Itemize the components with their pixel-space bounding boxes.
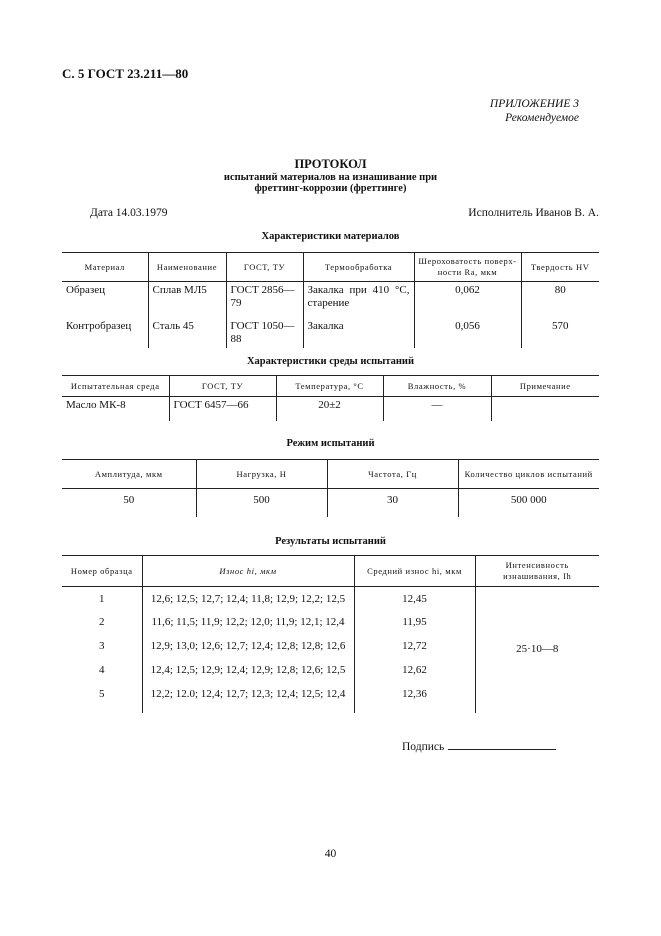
materials-cell: Контробразец bbox=[66, 319, 132, 332]
mode-header-row bbox=[62, 460, 599, 489]
results-header-wear: Износ hi, мкм bbox=[142, 556, 354, 587]
page-number: 40 bbox=[324, 848, 337, 860]
materials-cell: 0,056 bbox=[414, 316, 521, 348]
results-header-row bbox=[62, 556, 599, 587]
mode-header-frequency: Частота, Гц bbox=[327, 460, 458, 489]
mode-table bbox=[62, 459, 599, 517]
results-header-avg-wear: Средний износ hi, мкм bbox=[354, 556, 475, 587]
mode-header-load: Нагрузка, Н bbox=[196, 460, 327, 489]
protocol-subtitle-2: фреттинг-коррозии (фреттинге) bbox=[254, 183, 407, 194]
medium-cell: — bbox=[383, 397, 491, 421]
appendix-note: Рекомендуемое bbox=[505, 112, 579, 124]
materials-cell: 570 bbox=[521, 316, 599, 348]
materials-table bbox=[62, 252, 599, 348]
results-cell: 12,62 bbox=[354, 659, 475, 683]
materials-header-gost: ГОСТ, ТУ bbox=[226, 253, 303, 282]
materials-cell: ГОСТ 2856—79 bbox=[226, 282, 303, 316]
materials-cell: 80 bbox=[521, 282, 599, 316]
results-cell: 2 bbox=[99, 615, 105, 628]
protocol-executor: Исполнитель Иванов В. А. bbox=[468, 207, 599, 219]
results-cell: 12,72 bbox=[354, 635, 475, 659]
results-cell: 11,6; 11,5; 11,9; 12,2; 12,0; 11,9; 12,1; 12,4 bbox=[142, 611, 354, 635]
results-cell: 4 bbox=[99, 663, 105, 676]
materials-cell: Закалка bbox=[303, 316, 414, 348]
medium-title: Характеристики среды испытаний bbox=[246, 356, 415, 367]
mode-header-cycles: Количество циклов испытаний bbox=[458, 460, 599, 489]
medium-cell: 20±2 bbox=[276, 397, 383, 421]
results-cell: 12,4; 12,5; 12,9; 12,4; 12,9; 12,8; 12,6; 12,5 bbox=[142, 659, 354, 683]
appendix-title: ПРИЛОЖЕНИЕ 3 bbox=[489, 98, 579, 110]
materials-cell: Закалка при 410 °С, старение bbox=[303, 282, 414, 316]
table-row bbox=[62, 489, 599, 517]
table-row bbox=[62, 316, 599, 348]
medium-header-humidity: Влажность, % bbox=[383, 376, 491, 397]
materials-cell: 0,062 bbox=[414, 282, 521, 316]
table-row bbox=[62, 397, 599, 421]
protocol-title-block bbox=[0, 157, 661, 194]
results-cell: 12,9; 13,0; 12,6; 12,7; 12,4; 12,8; 12,8; 12,6 bbox=[142, 635, 354, 659]
table-row bbox=[62, 587, 599, 611]
medium-table bbox=[62, 375, 599, 421]
medium-cell: Масло МК-8 bbox=[66, 399, 126, 411]
results-cell: 5 bbox=[99, 687, 105, 700]
results-header-number: Номер образца bbox=[62, 556, 142, 587]
results-title: Результаты испытаний bbox=[275, 536, 386, 547]
results-table bbox=[62, 555, 599, 713]
materials-header-name: Наименование bbox=[148, 253, 226, 282]
materials-cell: ГОСТ 1050—88 bbox=[226, 316, 303, 348]
mode-title: Режим испытаний bbox=[286, 438, 375, 449]
protocol-date: Дата 14.03.1979 bbox=[90, 207, 168, 219]
mode-header-amplitude: Амплитуда, мкм bbox=[62, 460, 196, 489]
medium-cell bbox=[491, 397, 599, 421]
page-header: С. 5 ГОСТ 23.211—80 bbox=[62, 66, 189, 81]
results-cell: 12,6; 12,5; 12,7; 12,4; 11,8; 12,9; 12,2; 12,5 bbox=[142, 587, 354, 611]
medium-cell: ГОСТ 6457—66 bbox=[169, 397, 276, 421]
protocol-title: ПРОТОКОЛ bbox=[294, 157, 367, 171]
medium-header-gost: ГОСТ, ТУ bbox=[169, 376, 276, 397]
mode-cell: 30 bbox=[327, 489, 458, 517]
materials-cell: Сплав МЛ5 bbox=[148, 282, 226, 316]
appendix-label bbox=[490, 97, 579, 125]
mode-cell: 50 bbox=[123, 494, 135, 506]
results-cell: 12,45 bbox=[354, 587, 475, 611]
medium-header-note: Примечание bbox=[491, 376, 599, 397]
results-header-intensity: Интенсивность изнашивания, Ih bbox=[475, 556, 599, 587]
signature bbox=[402, 739, 556, 753]
materials-title: Характеристики материалов bbox=[261, 231, 400, 242]
results-cell: 11,95 bbox=[354, 611, 475, 635]
signature-line bbox=[448, 739, 556, 750]
materials-header-roughness: Шероховатость поверх-ности Ra, мкм bbox=[414, 253, 521, 282]
results-cell: 3 bbox=[99, 639, 105, 652]
results-intensity-cell: 25·10—8 bbox=[475, 587, 599, 713]
materials-header-material: Материал bbox=[62, 253, 148, 282]
medium-header-env: Испытательная среда bbox=[62, 376, 169, 397]
materials-header-heat: Термообработка bbox=[303, 253, 414, 282]
signature-label: Подпись bbox=[402, 741, 445, 753]
table-row bbox=[62, 282, 599, 316]
materials-cell: Образец bbox=[66, 284, 106, 296]
mode-cell: 500 bbox=[196, 489, 327, 517]
results-cell: 12,36 bbox=[354, 683, 475, 713]
materials-header-row bbox=[62, 253, 599, 282]
medium-header-row bbox=[62, 376, 599, 397]
materials-header-hardness: Твердость HV bbox=[521, 253, 599, 282]
protocol-subtitle-1: испытаний материалов на изнашивание при bbox=[223, 172, 438, 183]
materials-cell: Сталь 45 bbox=[148, 316, 226, 348]
mode-cell: 500 000 bbox=[458, 489, 599, 517]
results-cell: 1 bbox=[99, 593, 105, 605]
results-cell: 12,2; 12.0; 12,4; 12,7; 12,3; 12,4; 12,5; 12,4 bbox=[142, 683, 354, 713]
medium-header-temp: Температура, °С bbox=[276, 376, 383, 397]
